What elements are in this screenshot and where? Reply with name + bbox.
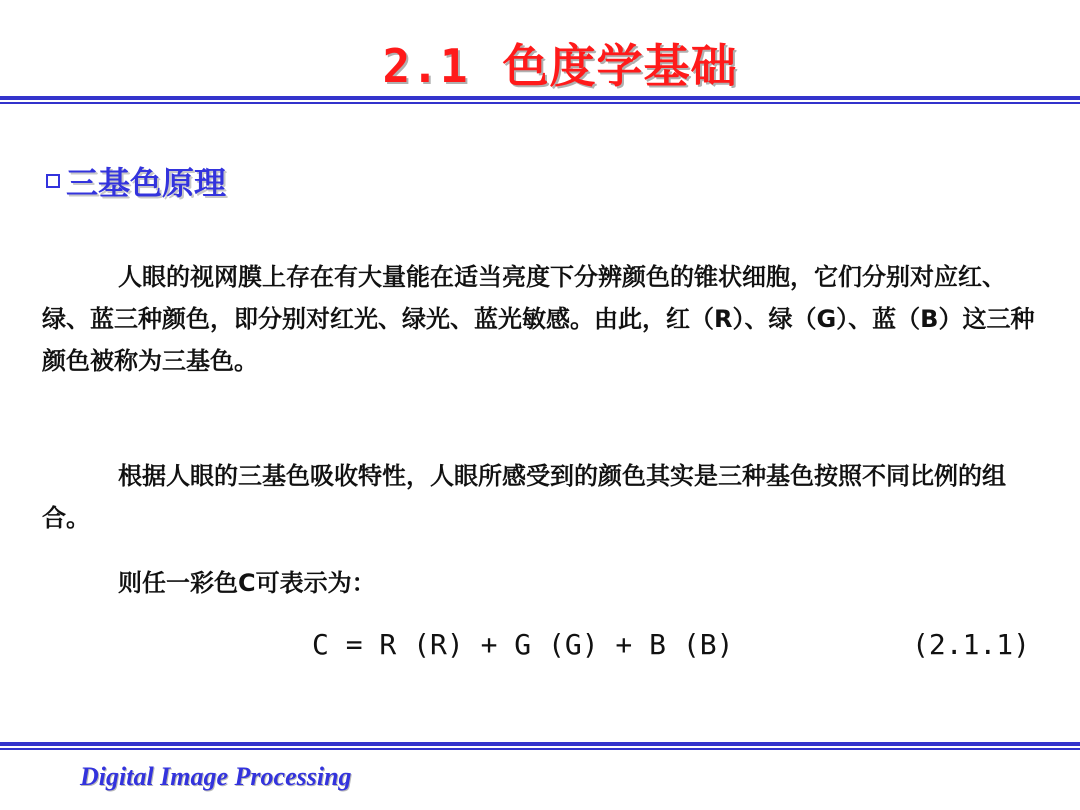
title-number: 2.1 — [382, 39, 469, 93]
section-heading-text: 三基色原理 — [66, 164, 227, 202]
bottom-divider — [0, 742, 1080, 746]
paragraph-3: 则任一彩色C可表示为： — [118, 569, 376, 597]
bottom-divider-thin — [0, 748, 1080, 750]
top-divider-thin — [0, 102, 1080, 104]
formula-number: (2.1.1) — [912, 628, 1031, 661]
section-heading — [46, 158, 226, 204]
paragraph-1: 人眼的视网膜上存在有大量能在适当亮度下分辨颜色的锥状细胞，它们分别对应红、绿、蓝三种颜色，即分别对红光、绿光、蓝光敏感。由此，红（R）、绿（G）、蓝（B）这三种颜色被称为三基色。 — [42, 263, 1035, 375]
paragraph-2: 根据人眼的三基色吸收特性，人眼所感受到的颜色其实是三种基色按照不同比例的组合。 — [42, 462, 1006, 532]
top-divider — [0, 96, 1080, 100]
square-bullet-icon — [46, 174, 60, 188]
footer-caption: Digital Image Processing — [80, 762, 352, 791]
formula: C = R (R) + G (G) + B (B) — [312, 628, 734, 661]
title-text: 色度学基础 — [502, 39, 738, 93]
slide-title — [0, 30, 1080, 96]
